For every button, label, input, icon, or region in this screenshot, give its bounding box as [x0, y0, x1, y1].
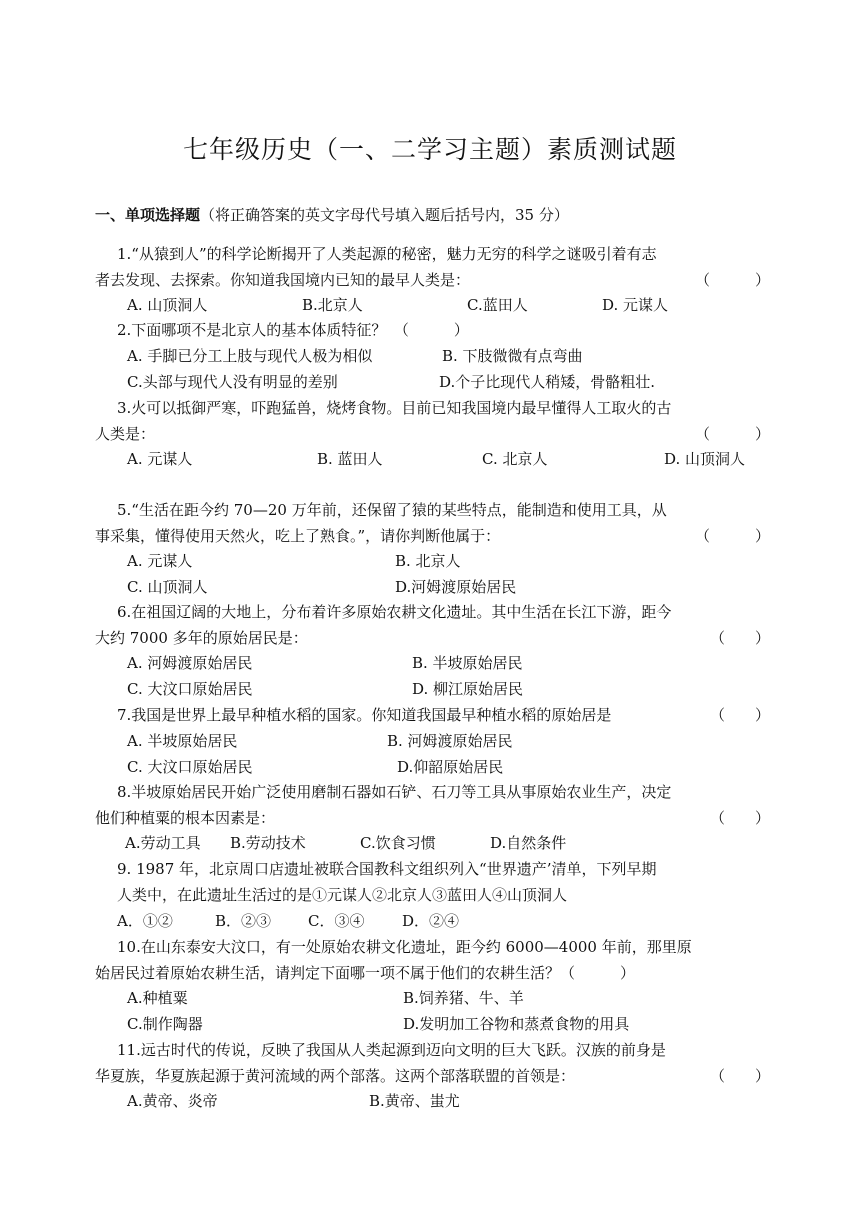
option-d: D. 元谋人 — [602, 296, 669, 314]
option-c: C. 大汶口原始居民 — [127, 758, 253, 776]
question-11-options — [117, 1088, 777, 1114]
option-c: C.制作陶器 — [127, 1015, 203, 1033]
option-c: C.头部与现代人没有明显的差别 — [127, 373, 338, 391]
option-c: C.饮食习惯 — [360, 834, 436, 852]
option-b: B.劳动技术 — [230, 834, 306, 852]
question-7-options-row-2 — [117, 754, 777, 780]
answer-bracket: （ ） — [694, 425, 770, 443]
option-b: B. 河姆渡原始居民 — [387, 732, 513, 750]
section-instructions: （将正确答案的英文字母代号填入题后括号内，35 分） — [200, 206, 569, 224]
option-b: B.北京人 — [302, 296, 363, 314]
question-text-line: 2.下面哪项不是北京人的基本体质特征？ （ ） — [117, 321, 469, 339]
question-2 — [95, 317, 770, 343]
option-b: B. 蓝田人 — [317, 450, 383, 468]
option-d: D.仰韶原始居民 — [397, 758, 504, 776]
question-5-options-row-1 — [117, 548, 777, 574]
question-5 — [95, 497, 770, 549]
question-text-line: 8.半坡原始居民开始广泛使用磨制石器如石铲、石刀等工具从事原始农业生产，决定 — [117, 783, 672, 801]
question-8-options — [117, 830, 777, 856]
option-a: A.劳动工具 — [125, 834, 201, 852]
question-5-options-row-2 — [117, 574, 777, 600]
question-3-options — [117, 446, 777, 472]
option-b: B. 半坡原始居民 — [412, 654, 523, 672]
option-b: B.黄帝、蚩尤 — [369, 1092, 460, 1110]
option-a: A.黄帝、炎帝 — [127, 1092, 218, 1110]
option-d: D.河姆渡原始居民 — [395, 578, 517, 596]
question-text-line: 1.“从猿到人”的科学论断揭开了人类起源的秘密，魅力无穷的科学之谜吸引着有志 — [117, 245, 657, 263]
question-6-options-row-1 — [117, 650, 777, 676]
option-a: A. 山顶洞人 — [127, 296, 208, 314]
option-b: B.饲养猪、牛、羊 — [403, 989, 524, 1007]
option-d: D．②④ — [402, 912, 460, 930]
question-text-line: 3.火可以抵御严寒，吓跑猛兽，烧烤食物。目前已知我国境内最早懂得人工取火的古 — [117, 399, 672, 417]
question-6 — [95, 599, 770, 651]
option-c: C. 北京人 — [482, 450, 548, 468]
option-a: A. 半坡原始居民 — [127, 732, 238, 750]
option-b: B. 北京人 — [395, 552, 461, 570]
option-b: B. 下肢微微有点弯曲 — [442, 347, 583, 365]
question-10 — [95, 934, 770, 986]
question-2-options-row-1 — [117, 343, 777, 369]
question-text-line: 人类中，在此遗址生活过的是①元谋人②北京人③蓝田人④山顶洞人 — [117, 886, 568, 904]
answer-bracket: （ ） — [709, 706, 770, 724]
option-a: A. 手脚已分工上肢与现代人极为相似 — [127, 347, 373, 365]
answer-bracket: （ ） — [709, 1067, 770, 1085]
question-10-options-row-2 — [117, 1011, 777, 1037]
option-c: C.蓝田人 — [467, 296, 528, 314]
question-text-line: 人类是： — [95, 425, 156, 443]
question-text-line: 大约 7000 多年的原始居民是： — [95, 629, 308, 647]
option-d: D.个子比现代人稍矮，骨骼粗壮. — [439, 373, 656, 391]
question-text-line: 10.在山东泰安大汶口，有一处原始农耕文化遗址，距今约 6000—4000 年前，那里原 — [117, 938, 692, 956]
option-c: C. 大汶口原始居民 — [127, 680, 253, 698]
question-text-line: 华夏族，华夏族起源于黄河流域的两个部落。这两个部落联盟的首领是： — [95, 1067, 576, 1085]
option-d: D. 山顶洞人 — [664, 450, 746, 468]
question-3 — [95, 395, 770, 447]
question-text-line: 6.在祖国辽阔的大地上，分布着许多原始农耕文化遗址。其中生活在长江下游，距今 — [117, 603, 672, 621]
answer-bracket: （ ） — [709, 629, 770, 647]
question-9 — [95, 856, 770, 908]
option-d: D.发明加工谷物和蒸煮食物的用具 — [403, 1015, 630, 1033]
question-7-options-row-1 — [117, 728, 777, 754]
answer-bracket: （ ） — [694, 271, 770, 289]
answer-bracket: （ ） — [694, 527, 770, 545]
question-1-options — [117, 292, 777, 318]
question-8 — [95, 779, 770, 831]
section-heading — [95, 204, 569, 225]
question-text-line: 5.“生活在距今约 70—20 万年前，还保留了猿的某些特点，能制造和使用工具，从 — [117, 501, 667, 519]
question-text-line: 9. 1987 年，北京周口店遗址被联合国教科文组织列入“世界遗产’清单，下列早期 — [117, 860, 657, 878]
option-a: A．①② — [117, 912, 173, 930]
option-c: C．③④ — [308, 912, 365, 930]
question-text-line: 始居民过着原始农耕生活，请判定下面哪一项不属于他们的农耕生活？（ ） — [95, 964, 636, 982]
question-text-line: 事采集，懂得使用天然火，吃上了熟食。”，请你判断他属于： — [95, 527, 501, 545]
question-9-options — [117, 908, 777, 934]
question-text-line: 他们种植粟的根本因素是： — [95, 809, 276, 827]
option-a: A. 元谋人 — [127, 450, 193, 468]
question-text-line: 11.远古时代的传说，反映了我国从人类起源到迈向文明的巨大飞跃。汉族的前身是 — [117, 1041, 666, 1059]
question-11 — [95, 1037, 770, 1089]
answer-bracket: （ ） — [709, 809, 770, 827]
option-d: D. 柳江原始居民 — [412, 680, 524, 698]
section-title: 一、单项选择题 — [95, 206, 201, 224]
question-6-options-row-2 — [117, 676, 777, 702]
option-a: A. 河姆渡原始居民 — [127, 654, 253, 672]
option-d: D.自然条件 — [490, 834, 567, 852]
question-2-options-row-2 — [117, 369, 777, 395]
question-1 — [95, 241, 770, 293]
option-c: C. 山顶洞人 — [127, 578, 208, 596]
option-b: B．②③ — [215, 912, 272, 930]
question-text-line: 者去发现、去探索。你知道我国境内已知的最早人类是： — [95, 271, 471, 289]
option-a: A. 元谋人 — [127, 552, 193, 570]
question-text-line: 7.我国是世界上最早种植水稻的国家。你知道我国最早种植水稻的原始居是 — [117, 706, 612, 724]
option-a: A.种植粟 — [127, 989, 188, 1007]
page-title: 七年级历史（一、二学习主题）素质测试题 — [182, 135, 677, 164]
question-7 — [95, 702, 770, 728]
question-10-options-row-1 — [117, 985, 777, 1011]
